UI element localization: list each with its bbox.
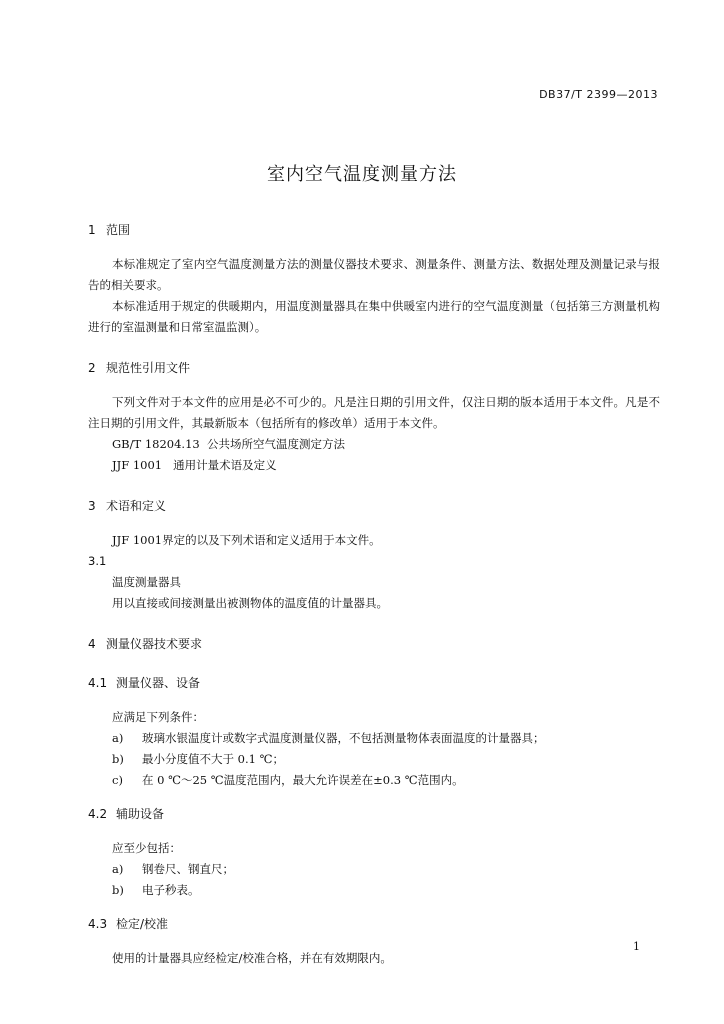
reference-doc-2: JJF 1001 通用计量术语及定义 [112, 458, 277, 472]
list-marker: b) [112, 752, 124, 766]
terms-intro: JJF 1001界定的以及下列术语和定义适用于本文件。 [112, 533, 381, 547]
instruments-intro: 应满足下列条件： [112, 710, 204, 724]
references-paragraph: 下列文件对于本文件的应用是必不可少的。凡是注日期的引用文件，仅注日期的版本适用于本文件。凡是不注日期的引用文件，其最新版本（包括所有的修改单）适用于本文件。 [88, 395, 660, 430]
section-title: 范围 [106, 223, 131, 237]
standard-code: DB37/T 2399—2013 [539, 88, 658, 101]
list-item-text: 在 0 ℃～25 ℃温度范围内，最大允许误差在±0.3 ℃范围内。 [142, 773, 464, 787]
section-title: 规范性引用文件 [106, 361, 191, 375]
subsection-heading-calibration [88, 914, 660, 935]
subsection-number: 4.1 [88, 676, 108, 690]
section-heading-scope [88, 220, 660, 241]
section-number: 2 [88, 361, 96, 375]
list-marker: a) [112, 731, 124, 745]
list-marker: b) [112, 883, 124, 897]
subsection-heading-auxiliary [88, 804, 660, 825]
section-number: 4 [88, 637, 96, 651]
section-heading-terms [88, 496, 660, 517]
subsection-number: 4.3 [88, 917, 108, 931]
list-marker: c) [112, 773, 123, 787]
list-item [88, 749, 660, 770]
list-item-text: 钢卷尺、钢直尺； [142, 862, 234, 876]
list-item [88, 728, 660, 749]
subsection-title: 辅助设备 [116, 807, 165, 821]
term-number: 3.1 [88, 554, 107, 568]
auxiliary-intro: 应至少包括： [112, 841, 181, 855]
subsection-title: 检定/校准 [116, 917, 169, 931]
list-item [88, 770, 660, 791]
subsection-title: 测量仪器、设备 [116, 676, 201, 690]
section-number: 1 [88, 223, 96, 237]
list-item-text: 最小分度值不大于 0.1 ℃； [142, 752, 284, 766]
scope-paragraph-2: 本标准适用于规定的供暖期内，用温度测量器具在集中供暖室内进行的空气温度测量（包括第三方测量机构进行的室温测量和日常室温监测）。 [88, 299, 660, 334]
list-item-text: 电子秒表。 [142, 883, 200, 897]
section-number: 3 [88, 499, 96, 513]
document-body [88, 220, 660, 969]
page-number: 1 [633, 940, 640, 953]
term-definition: 用以直接或间接测量出被测物体的温度值的计量器具。 [112, 596, 388, 610]
list-marker: a) [112, 862, 124, 876]
list-item [88, 880, 660, 901]
subsection-number: 4.2 [88, 807, 108, 821]
section-title: 术语和定义 [106, 499, 167, 513]
document-title: 室内空气温度测量方法 [267, 164, 457, 185]
scope-paragraph-1: 本标准规定了室内空气温度测量方法的测量仪器技术要求、测量条件、测量方法、数据处理及测量记录与报告的相关要求。 [88, 257, 660, 292]
term-name: 温度测量器具 [112, 575, 181, 589]
section-heading-references [88, 358, 660, 379]
calibration-text: 使用的计量器具应经检定/校准合格，并在有效期限内。 [112, 951, 392, 965]
reference-doc-1: GB/T 18204.13 公共场所空气温度测定方法 [112, 437, 346, 451]
list-item [88, 859, 660, 880]
section-heading-requirements [88, 634, 660, 655]
subsection-heading-instruments [88, 673, 660, 694]
list-item-text: 玻璃水银温度计或数字式温度测量仪器，不包括测量物体表面温度的计量器具； [142, 731, 545, 745]
section-title: 测量仪器技术要求 [106, 637, 203, 651]
